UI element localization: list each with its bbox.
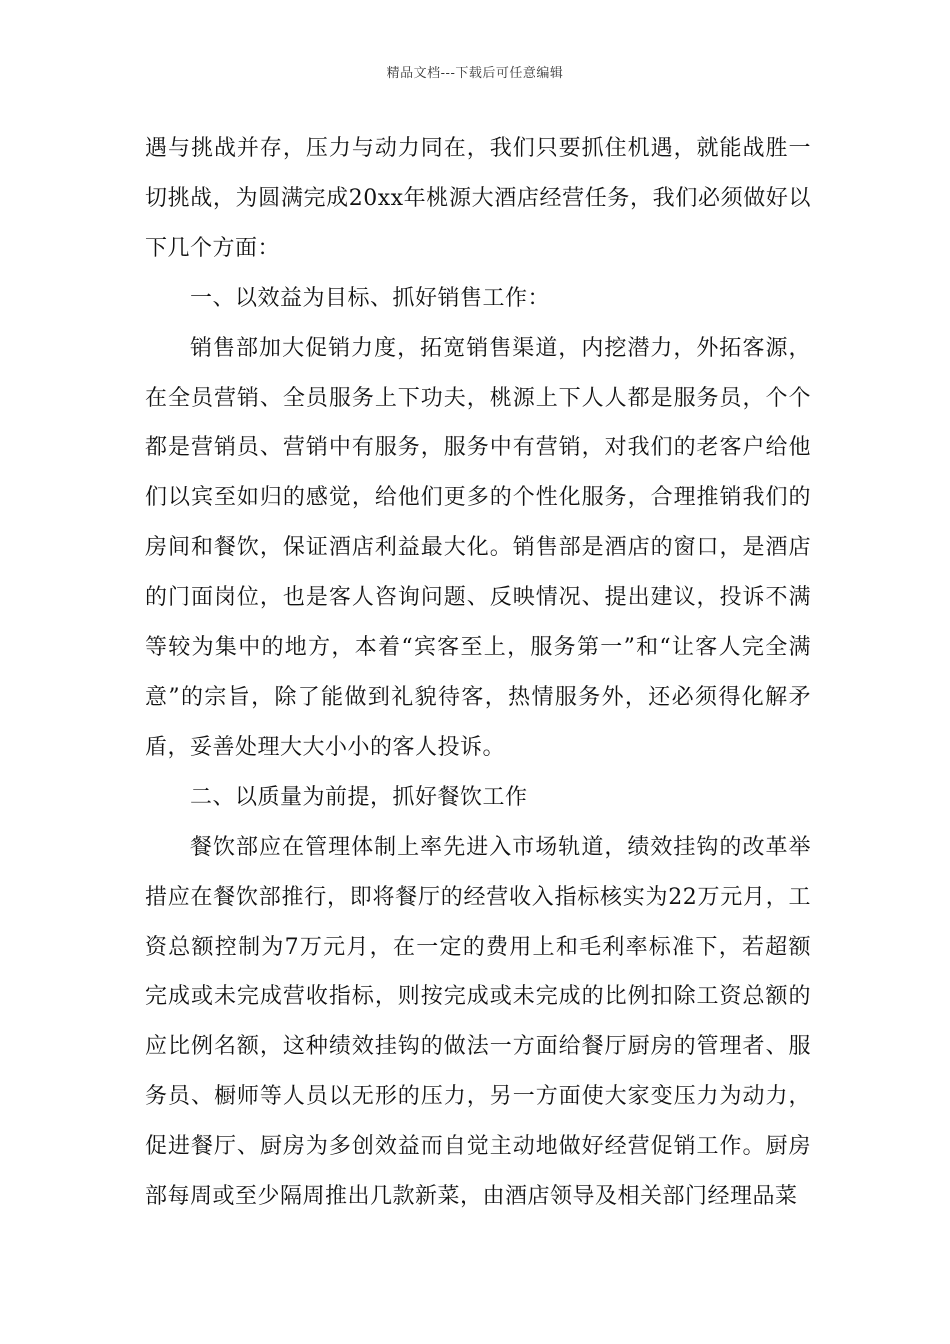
sales-paragraph: 销售部加大促销力度，拓宽销售渠道，内挖潜力，外拓客源，在全员营销、全员服务上下功夫，桃源上下人人都是服务员，个个都是营销员、营销中有服务，服务中有营销，对我们的老客户给他们以宾至如归的感觉，给他们更多的个性化服务，合理推销我们的房间和餐饮，保证酒店利益最大化。销售部是酒店的窗口，是酒店的门面岗位，也是客人咨询问题、反映情况、提出建议，投诉不满等较为集中的地方，本着“宾客至上，服务第一”和“让客人完全满意”的宗旨，除了能做到礼貌待客，热情服务外，还必须得化解矛盾，妥善处理大大小小的客人投诉。 [145, 335, 811, 760]
catering-paragraph: 餐饮部应在管理体制上率先进入市场轨道，绩效挂钩的改革举措应在餐饮部推行，即将餐厅的经营收入指标核实为22万元月，工资总额控制为7万元月，在一定的费用上和毛利率标准下，若超额完成或未完成营收指标，则按完成或未完成的比例扣除工资总额的应比例名额，这种绩效挂钩的做法一方面给餐厅厨房的管理者、服务员、橱师等人员以无形的压力，另一方面使大家变压力为动力，促进餐厅、厨房为多创效益而自觉主动地做好经营促销工作。厨房部每周或至少隔周推出几款新菜，由酒店领导及相关部门经理品菜 [145, 834, 811, 1210]
page-header: 精品文档---下载后可任意编辑 [386, 66, 564, 81]
section-heading-sales: 一、以效益为目标、抓好销售工作： [190, 285, 551, 311]
section-heading-catering: 二、以质量为前提，抓好餐饮工作 [190, 784, 528, 810]
document-body [145, 124, 811, 1222]
intro-paragraph: 遇与挑战并存，压力与动力同在，我们只要抓住机遇，就能战胜一切挑战，为圆满完成20xx年桃源大酒店经营任务，我们必须做好以下几个方面： [145, 136, 811, 261]
